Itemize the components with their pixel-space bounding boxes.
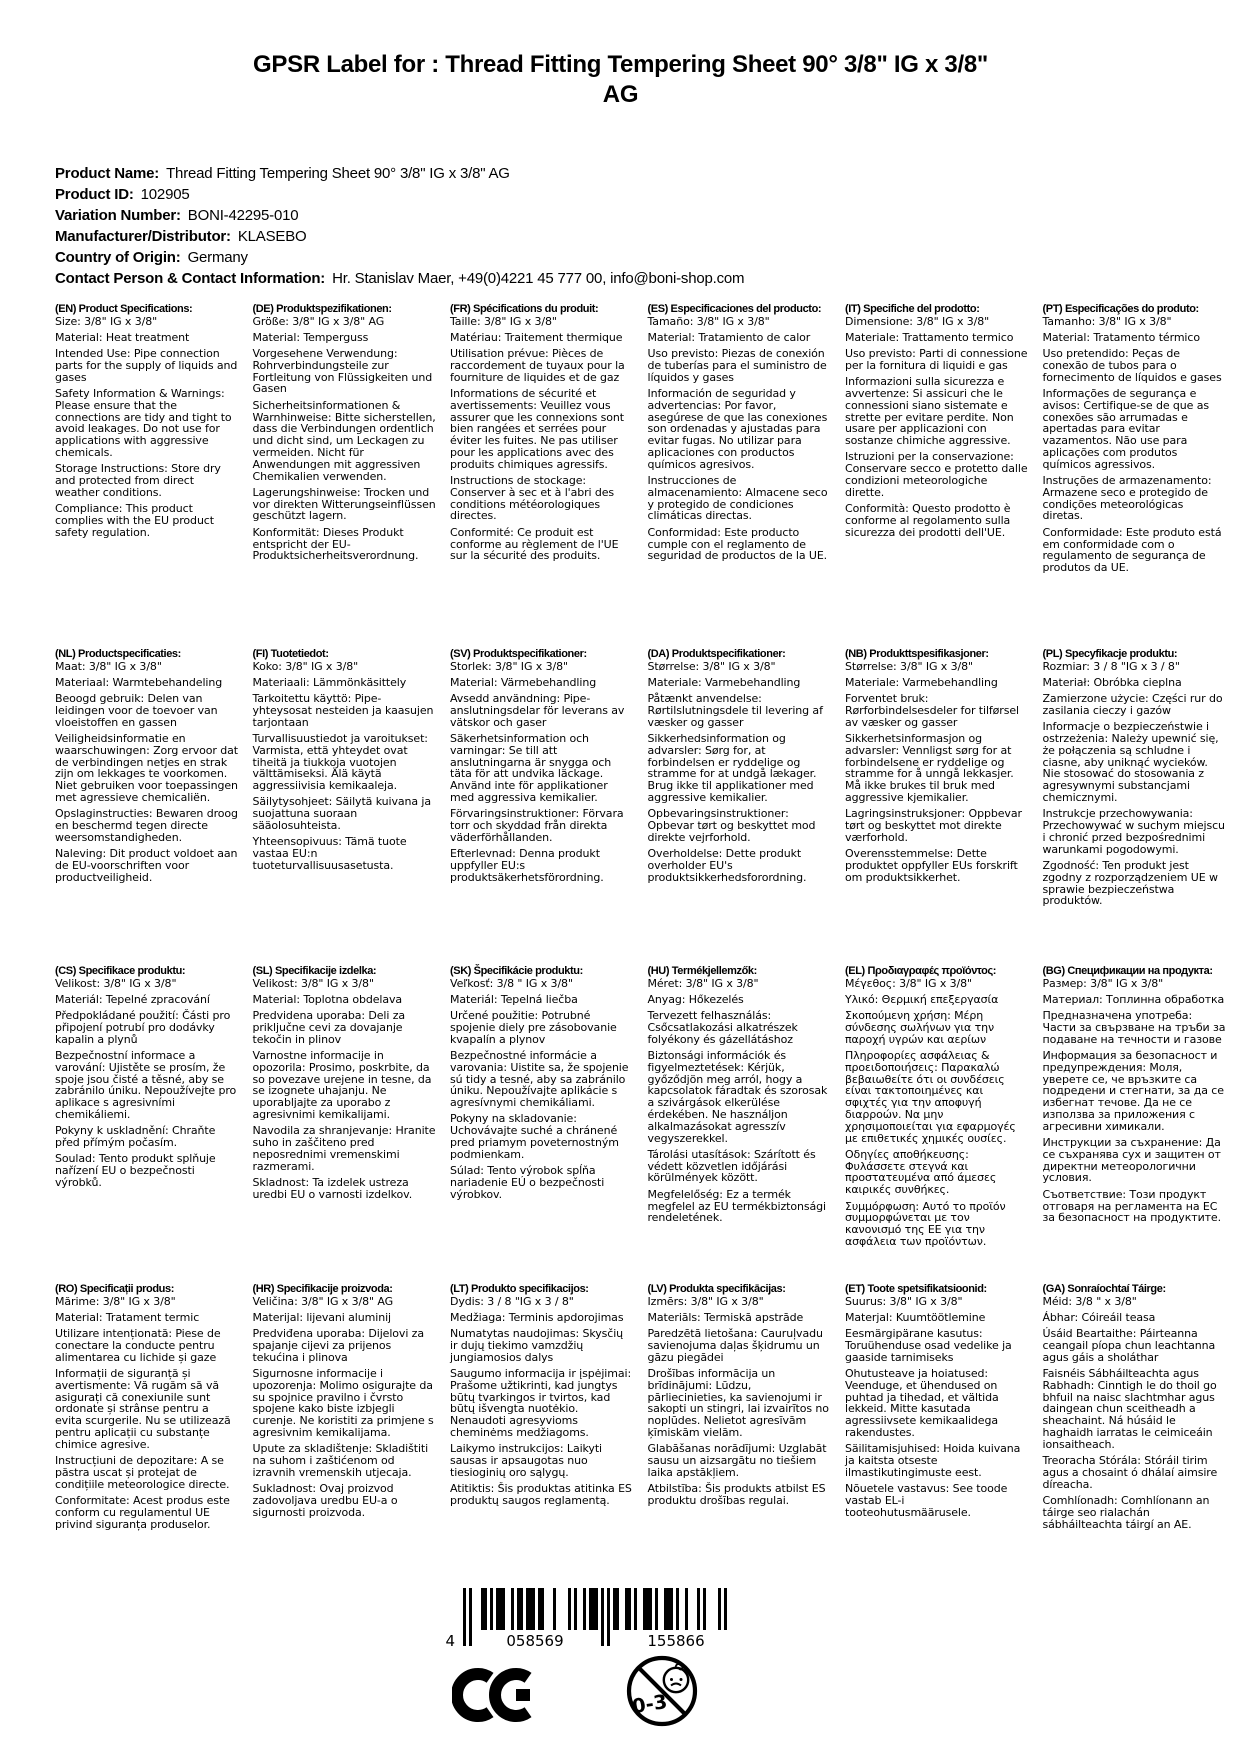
spec-paragraph: Förvaringsinstruktioner: Förvara torr och skyddad från direkta väderförhållanden.: [450, 807, 624, 844]
spec-paragraph: Megfelelőség: Ez a termék megfelel az EU termékbiztonsági rendeletének.: [647, 1187, 826, 1225]
spec-paragraph: Materiāls: Termiskā apstrāde: [647, 1310, 804, 1324]
spec-paragraph: Drošības informācija un brīdinājumi: Lūdzu, pārliecinieties, ka savienojumi ir sakopti un stingri, lai izvairītos no noplūdes. Nelietot agresīvām ķīmiskām vielām.: [647, 1366, 829, 1439]
spec-paragraph: Zgodność: Ten produkt jest zgodny z rozporządzeniem UE w sprawie bezpieczeństwa produktów.: [1042, 858, 1218, 908]
spec-paragraph: Méret: 3/8" IG x 3/8": [647, 976, 759, 990]
spec-block-lt: [450, 1283, 648, 1530]
spec-paragraph: Størrelse: 3/8" IG x 3/8": [647, 659, 776, 673]
spec-paragraph: Informacje o bezpieczeństwie i ostrzeżenia: Należy upewnić się, że połączenia są schludne i ciasne, aby uniknąć wycieków. Nie stosować do stosowania z agresywnymi substancjami chemicznymi.: [1042, 720, 1219, 804]
spec-paragraph: Ohutusteave ja hoiatused: Veenduge, et ühendused on puhtad ja tihedad, et vältida lekkeid. Mitte kasutada agressiivsete kemikaalidega rakendustes.: [845, 1366, 999, 1439]
spec-block-hr: [253, 1283, 451, 1530]
spec-paragraph: Påtænkt anvendelse: Rørtilslutningsdele til levering af væsker og gasser: [647, 692, 823, 729]
spec-paragraph: Taille: 3/8" IG x 3/8": [450, 314, 557, 328]
spec-block-nl: [55, 648, 253, 965]
spec-paragraph: Sikkerhedsinformation og advarsler: Sørg for, at forbindelsen er ryddelige og stramme for at undgå lækager. Brug ikke til applikationer med aggressive kemikalier.: [647, 731, 817, 804]
spec-paragraph: Overholdelse: Dette produkt overholder EU's produktsikkerhedsforordning.: [647, 847, 807, 884]
spec-paragraph: Atbilstība: Šis produkts atbilst ES produktu drošības regulai.: [647, 1482, 826, 1507]
spec-block-el: [845, 965, 1043, 1283]
spec-block-heading: (CS) Specifikace produktu:: [55, 965, 186, 977]
spec-paragraph: Paredzētā lietošana: Cauruļvadu savienojuma daļas šķidrumu un gāzu piegādei: [647, 1327, 823, 1364]
spec-paragraph: Materiale: Varmebehandling: [647, 675, 801, 689]
spec-block-heading: (NL) Productspecificaties:: [55, 648, 181, 660]
spec-paragraph: Material: Tratamiento de calor: [647, 330, 811, 344]
spec-paragraph: Ábhar: Cóireáil teasa: [1042, 1310, 1156, 1324]
spec-block-heading: (EN) Product Specifications:: [55, 303, 193, 315]
spec-paragraph: Material: Temperguss: [252, 330, 369, 344]
spec-paragraph: Predvidena uporaba: Deli za priključne cevi za dovajanje tekočin in plinov: [252, 1009, 406, 1046]
spec-paragraph: Tamaño: 3/8" IG x 3/8": [647, 314, 770, 328]
spec-block-heading: (SK) Špecifikácie produktu:: [450, 965, 583, 977]
product-info-row: [55, 226, 1185, 247]
spec-paragraph: Maat: 3/8" IG x 3/8": [55, 659, 162, 673]
product-info-section: [55, 163, 1185, 289]
spec-paragraph: Vorgesehene Verwendung: Rohrverbindungsteile zur Fortleitung von Flüssigkeiten und Gasen: [252, 347, 433, 396]
spec-paragraph: Zamierzone użycie: Części rur do zasilania cieczy i gazów: [1042, 692, 1223, 717]
spec-paragraph: Dimensione: 3/8" IG x 3/8": [845, 314, 990, 328]
spec-paragraph: Материал: Топлинна обработка: [1042, 992, 1225, 1006]
spec-block-heading: (BG) Спецификации на продукта:: [1042, 965, 1213, 977]
product-info-row: [55, 268, 1185, 289]
spec-block-sl: [253, 965, 451, 1283]
spec-paragraph: Veličina: 3/8" IG x 3/8" AG: [252, 1294, 394, 1308]
ce-mark-icon: [452, 1664, 542, 1730]
spec-block-sv: [450, 648, 648, 965]
spec-paragraph: Uso pretendido: Peças de conexão de tubos para o fornecimento de líquidos e gases: [1042, 347, 1222, 384]
spec-block-heading: (LT) Produkto specifikacijos:: [450, 1283, 589, 1295]
spec-paragraph: Lagerungshinweise: Trocken und vor direkten Witterungseinflüssen geschützt lagern.: [252, 485, 436, 523]
spec-paragraph: Size: 3/8" IG x 3/8": [55, 314, 158, 328]
spec-paragraph: Uso previsto: Parti di connessione per la fornitura di liquidi e gas: [845, 347, 1028, 372]
spec-paragraph: Materiale: Varmebehandling: [845, 675, 998, 689]
spec-block-en: [55, 303, 253, 648]
spec-block-heading: (LV) Produkta specifikācijas:: [647, 1283, 786, 1295]
spec-paragraph: Σκοπούμενη χρήση: Μέρη σύνδεσης σωλήνων για την παροχή υγρών και αερίων: [845, 1009, 995, 1046]
spec-paragraph: Υλικό: Θερμική επεξεργασία: [845, 992, 999, 1006]
spec-block-heading: (PT) Especificações do produto:: [1042, 303, 1199, 315]
spec-paragraph: Veľkosť: 3/8 " IG x 3/8": [450, 976, 573, 990]
spec-paragraph: Pokyny k uskladnění: Chraňte před přímým počasím.: [55, 1124, 216, 1150]
spec-paragraph: Mărime: 3/8" IG x 3/8": [55, 1294, 176, 1308]
spec-paragraph: Materijal: lijevani aluminij: [252, 1310, 391, 1324]
barcode-digit-left: 4: [445, 1632, 455, 1650]
spec-paragraph: Pokyny na skladovanie: Uchovávajte suché a chránené pred priamym poveternostným podmienkam.: [450, 1112, 619, 1161]
spec-paragraph: Biztonsági információk és figyelmeztetések: Kérjük, győződjön meg arról, hogy a kapcsolatok fáradtak és szorosak a szivárgások elkerülése érdekében. Ne használjon alkalmazásokat agresszív vegyszerekkel.: [647, 1048, 828, 1145]
spec-block-de: [253, 303, 451, 648]
spec-block-lv: [648, 1283, 846, 1530]
product-info-label: Product Name:: [55, 165, 160, 182]
spec-paragraph: Tervezett felhasználás: Csőcsatlakozási alkatrészek folyékony és gázellátáshoz: [647, 1009, 798, 1046]
product-info-label: Manufacturer/Distributor:: [55, 228, 231, 245]
spec-paragraph: Material: Heat treatment: [55, 330, 190, 344]
spec-paragraph: Säilytysohjeet: Säilytä kuivana ja suojattuna suoraan sääolosuhteista.: [252, 795, 432, 833]
spec-paragraph: Overensstemmelse: Dette produktet oppfyller EUs forskrift om produktsikkerhet.: [845, 847, 1018, 884]
spec-paragraph: Rozmiar: 3 / 8 "IG x 3 / 8": [1042, 659, 1180, 673]
spec-paragraph: Material: Värmebehandling: [450, 675, 597, 689]
spec-paragraph: Treoracha Stórála: Stóráil tirim agus a chosaint ó dhálaí aimsire díreacha.: [1042, 1454, 1218, 1491]
spec-block-it: [845, 303, 1043, 648]
spec-block-heading: (IT) Specifiche del prodotto:: [845, 303, 980, 315]
spec-paragraph: Conformidad: Este producto cumple con el reglamento de seguridad de productos de la UE.: [647, 525, 828, 563]
product-info-row: [55, 184, 1185, 205]
spec-block-fi: [253, 648, 451, 965]
spec-paragraph: Materiaal: Warmtebehandeling: [55, 675, 223, 689]
spec-paragraph: Nõuetele vastavus: See toode vastab EL-i tooteohutusmäärusele.: [845, 1482, 1008, 1519]
spec-block-heading: (EL) Προδιαγραφές προϊόντος:: [845, 965, 997, 977]
spec-paragraph: Sukladnost: Ovaj proizvod zadovoljava uredbu EU-a o sigurnosti proizvoda.: [252, 1482, 398, 1519]
spec-block-es: [648, 303, 846, 648]
spec-block-heading: (ES) Especificaciones del producto:: [647, 303, 822, 315]
spec-paragraph: Numatytas naudojimas: Skysčių ir dujų tiekimo vamzdžių jungiamosios dalys: [450, 1327, 624, 1364]
spec-paragraph: Efterlevnad: Denna produkt uppfyller EU:s produktsäkerhetsförordning.: [450, 847, 604, 884]
spec-paragraph: Saugumo informacija ir įspėjimai: Prašome užtikrinti, kad jungtys būtų tvarkingos ir tvirtos, kad būtų išvengta nuotėkio. Nenaudoti agresyvioms cheminėms medžiagoms.: [450, 1366, 632, 1439]
spec-paragraph: Navodila za shranjevanje: Hranite suho in zaščiteno pred neposrednimi vremenskimi razmerami.: [252, 1124, 436, 1173]
spec-block-et: [845, 1283, 1043, 1530]
spec-paragraph: Lagringsinstruksjoner: Oppbevar tørt og beskyttet mot direkte værforhold.: [845, 807, 1022, 844]
spec-block-heading: (HU) Termékjellemzők:: [647, 965, 757, 977]
spec-paragraph: Material: Toplotna obdelava: [252, 992, 403, 1006]
spec-paragraph: Materiaali: Lämmönkäsittely: [252, 675, 407, 689]
spec-paragraph: Medžiaga: Terminis apdorojimas: [450, 1310, 624, 1324]
spec-paragraph: Størrelse: 3/8" IG x 3/8": [845, 659, 973, 673]
spec-block-hu: [648, 965, 846, 1283]
spec-paragraph: Atitiktis: Šis produktas atitinka ES produktų saugos reglamentą.: [450, 1482, 632, 1507]
spec-paragraph: Съответствие: Този продукт отговаря на регламента на ЕС за безопасност на продуктите.: [1042, 1187, 1221, 1225]
page-title: [0, 50, 1241, 110]
spec-paragraph: Storage Instructions: Store dry and protected from direct weather conditions.: [55, 462, 221, 499]
spec-paragraph: Säilitamisjuhised: Hoida kuivana ja kaitsta otseste ilmastikutingimuste eest.: [845, 1442, 1021, 1479]
spec-paragraph: Varnostne informacije in opozorila: Prosimo, poskrbite, da so povezave urejene in tesne, da se izognete uhajanju. Ne uporabljajte za uporabo z agresivnimi kemikalijami.: [252, 1048, 432, 1121]
spec-block-heading: (HR) Specifikacije proizvoda:: [252, 1283, 393, 1295]
spec-paragraph: Conformità: Questo prodotto è conforme al regolamento sulla sicurezza dei prodotti dell'UE.: [845, 502, 1011, 539]
product-info-row: [55, 205, 1185, 226]
spec-paragraph: Οδηγίες αποθήκευσης: Φυλάσσετε στεγνά και προστατευμένα από άμεσες καιρικές συνθήκες.: [845, 1147, 997, 1197]
spec-paragraph: Koko: 3/8" IG x 3/8": [252, 659, 359, 673]
spec-paragraph: Tarkoitettu käyttö: Pipe-yhteysosat nesteiden ja kaasujen tarjontaan: [252, 692, 434, 729]
spec-paragraph: Eesmärgipärane kasutus: Toruühenduse osad vedelike ja gaaside tarnimiseks: [845, 1327, 1012, 1364]
spec-paragraph: Comhlíonadh: Comhlíonann an táirge seo rialachán sábháilteachta táirgí an AE.: [1042, 1493, 1210, 1531]
spec-paragraph: Veiligheidsinformatie en waarschuwingen: Zorg ervoor dat de verbindingen netjes en strak zijn om lekkages te voorkomen. Niet gebruiken voor toepassingen met agressieve chemicaliën.: [55, 731, 238, 804]
spec-paragraph: Bezpečnostní informace a varování: Ujistěte se prosím, že spoje jsou čisté a těsné, aby se zabránilo úniku. Nepoužívejte pro aplikace s agresivními chemikáliemi.: [55, 1048, 237, 1121]
product-info-label: Country of Origin:: [55, 249, 181, 266]
spec-paragraph: Compliance: This product complies with the EU product safety regulation.: [55, 502, 214, 539]
spec-paragraph: Suurus: 3/8" IG x 3/8": [845, 1294, 963, 1308]
spec-paragraph: Materiál: Tepelná liečba: [450, 992, 578, 1006]
spec-paragraph: Conformitate: Acest produs este conform cu regulamentul UE privind siguranța produselor.: [55, 1493, 230, 1531]
barcode-digits-group1: 058569: [506, 1632, 564, 1650]
spec-paragraph: Säkerhetsinformation och varningar: Se till att anslutningarna är snygga och täta för att undvika läckage. Använd inte för applikationer med aggressiva kemikalier.: [450, 731, 612, 804]
spec-paragraph: Instrucciones de almacenamiento: Almacene seco y protegido de condiciones climáticas directas.: [647, 474, 828, 523]
spec-paragraph: Dydis: 3 / 8 "IG x 3 / 8": [450, 1294, 574, 1308]
spec-paragraph: Размер: 3/8" IG x 3/8": [1042, 976, 1164, 990]
spec-block-pl: [1043, 648, 1241, 965]
spec-paragraph: Информация за безопасност и предупреждения: Моля, уверете се, че връзките са подредени и стегнати, за да се избегнат течове. Да не се използва за приложения с агресивни химикали.: [1042, 1048, 1224, 1133]
spec-block-da: [648, 648, 846, 965]
spec-paragraph: Predviđena uporaba: Dijelovi za spajanje cijevi za prijenos tekućina i plinova: [252, 1327, 424, 1364]
spec-paragraph: Bezpečnostné informácie a varovania: Uistite sa, že spojenie sú tidy a tesné, aby sa zabránilo úniku. Nepoužívajte aplikácie s agresívnymi chemikáliami.: [450, 1048, 629, 1110]
spec-paragraph: Soulad: Tento produkt splňuje nařízení EU o bezpečnosti výrobků.: [55, 1152, 216, 1189]
spec-paragraph: Izmērs: 3/8" IG x 3/8": [647, 1294, 764, 1308]
spec-paragraph: Skladnost: Ta izdelek ustreza uredbi EU o varnosti izdelkov.: [252, 1175, 413, 1201]
spec-paragraph: Sikkerhetsinformasjon og advarsler: Vennligst sørg for at forbindelsene er ryddelige og stramme for å unngå lekkasjer. Må ikke brukes til bruk med aggressive kjemikalier.: [845, 731, 1014, 804]
spec-paragraph: Größe: 3/8" IG x 3/8" AG: [252, 314, 385, 328]
spec-paragraph: Información de seguridad y advertencias: Por favor, asegúrese de que las conexiones son ordenadas y ajustadas para evitar fugas. No utilizar para aplicaciones con productos químicos agresivos.: [647, 386, 828, 471]
age-warning-0-3-icon: [625, 1653, 701, 1733]
spec-paragraph: Matériau: Traitement thermique: [450, 330, 623, 344]
spec-block-heading: (FI) Tuotetiedot:: [252, 648, 329, 660]
spec-paragraph: Πληροφορίες ασφάλειας & προειδοποιήσεις: Παρακαλώ βεβαιωθείτε ότι οι συνδέσεις είναι τακτοποιημένες και σφιχτές για την αποφυγή διαρροών. Να μην χρησιμοποιείται για εφαρμογές με επιθετικές χημικές ουσίες.: [845, 1048, 1016, 1145]
spec-paragraph: Upute za skladištenje: Skladištiti na suhom i zaštićenom od izravnih vremenskih utjecaja.: [252, 1442, 429, 1479]
product-info-value: 102905: [140, 186, 190, 203]
spec-paragraph: Instrucțiuni de depozitare: A se păstra uscat și protejat de condițiile meteorologice directe.: [55, 1454, 230, 1491]
spec-paragraph: Avsedd användning: Pipe-anslutningsdelar för leverans av vätskor och gaser: [450, 692, 625, 729]
spec-paragraph: Storlek: 3/8" IG x 3/8": [450, 659, 568, 673]
product-info-value: BONI-42295-010: [187, 207, 299, 224]
spec-paragraph: Conformidade: Este produto está em conformidade com o regulamento de segurança de produtos da UE.: [1042, 525, 1222, 575]
spec-paragraph: Forventet bruk: Rørforbindelsesdeler for tilførsel av væsker og gasser: [845, 692, 1019, 729]
spec-paragraph: Materiale: Trattamento termico: [845, 330, 1014, 344]
spec-paragraph: Úsáid Beartaithe: Páirteanna ceangail píopa chun leachtanna agus gáis a sholáthar: [1042, 1327, 1216, 1364]
spec-paragraph: Sigurnosne informacije i upozorenja: Molimo osigurajte da su spojnice pravilno i čvrsto spojene kako biste izbjegli curenje. Ne koristiti za primjene s agresivnim kemikalijama.: [252, 1366, 434, 1439]
spec-grid: [55, 303, 1241, 1530]
spec-block-nb: [845, 648, 1043, 965]
title-line1: GPSR Label for : Thread Fitting Tempering Sheet 90° 3/8" IG x 3/8": [253, 51, 988, 78]
ean13-barcode-svg: [430, 1588, 750, 1652]
spec-block-heading: (DA) Produktspecifikationer:: [647, 648, 786, 660]
spec-paragraph: Tamanho: 3/8" IG x 3/8": [1042, 314, 1172, 328]
product-info-label: Product ID:: [55, 186, 134, 203]
product-info-label: Contact Person & Contact Information:: [55, 270, 326, 287]
spec-paragraph: Instructions de stockage: Conserver à sec et à l'abri des conditions météorologiques directes.: [450, 474, 615, 523]
spec-paragraph: Naleving: Dit product voldoet aan de EU-voorschriften voor productveiligheid.: [55, 847, 238, 884]
spec-block-heading: (PL) Specyfikacje produktu:: [1042, 648, 1178, 660]
product-info-row: [55, 247, 1185, 268]
spec-paragraph: Turvallisuustiedot ja varoitukset: Varmista, että yhteydet ovat tiheitä ja tiukkoja vuotojen välttämiseksi. Älä käytä aggressiivisia kemikaaleja.: [252, 731, 428, 793]
spec-block-heading: (ET) Toote spetsifikatsioonid:: [845, 1283, 987, 1295]
spec-paragraph: Informazioni sulla sicurezza e avvertenze: Si assicuri che le connessioni siano sistemate e strette per evitare perdite. Non usare per applicazioni con sostanze chimiche aggressive.: [845, 375, 1014, 448]
spec-paragraph: Istruzioni per la conservazione: Conservare secco e protetto dalle condizioni meteorologiche dirette.: [845, 450, 1028, 499]
spec-block-fr: [450, 303, 648, 648]
spec-paragraph: Velikost: 3/8" IG x 3/8": [252, 976, 374, 990]
spec-paragraph: Materiał: Obróbka cieplna: [1042, 675, 1182, 689]
spec-paragraph: Faisnéis Sábháilteachta agus Rabhadh: Cinntigh le do thoil go bhfuil na naisc slachtmhar agus daingean chun sceitheadh a sheachaint. Ná húsáid le haghaidh iarratas le ceimiceáin ionsaitheach.: [1042, 1366, 1217, 1451]
spec-block-heading: (GA) Sonraíochtaí Táirge:: [1042, 1283, 1166, 1295]
spec-paragraph: Informações de segurança e avisos: Certifique-se de que as conexões são arrumadas e apertadas para evitar vazamentos. Não use para aplicações com produtos químicos agressivos.: [1042, 386, 1209, 471]
barcode-digits-group2: 155866: [647, 1632, 705, 1650]
spec-block-heading: (SL) Specifikacije izdelka:: [252, 965, 377, 977]
spec-paragraph: Material: Tratament termic: [55, 1310, 200, 1324]
spec-paragraph: Opslaginstructies: Bewaren droog en beschermd tegen directe weersomstandigheden.: [55, 807, 238, 844]
spec-paragraph: Instrukcje przechowywania: Przechowywać w suchym miejscu i chronić przed bezpośrednimi warunkami pogodowymi.: [1042, 807, 1225, 856]
spec-block-heading: (RO) Specificații produs:: [55, 1283, 174, 1295]
spec-paragraph: Materjal: Kuumtöötlemine: [845, 1310, 986, 1324]
spec-paragraph: Glabāšanas norādījumi: Uzglabāt sausu un aizsargātu no tiešiem laika apstākļiem.: [647, 1442, 827, 1479]
spec-paragraph: Yhteensopivuus: Tämä tuote vastaa EU:n tuoteturvallisuusasetusta.: [252, 835, 407, 872]
spec-paragraph: Súlad: Tento výrobok spĺňa nariadenie EÚ o bezpečnosti výrobkov.: [450, 1164, 605, 1201]
spec-paragraph: Safety Information & Warnings: Please ensure that the connections are tidy and tight to avoid leakages. Do not use for applications with aggressive chemicals.: [55, 386, 232, 459]
spec-paragraph: Συμμόρφωση: Αυτό το προϊόν συμμορφώνεται με τον κανονισμό της ΕΕ για την ασφάλεια των προϊόντων.: [845, 1199, 1006, 1248]
spec-paragraph: Utilizare intenționată: Piese de conectare la conducte pentru alimentarea cu lichide și gaze: [55, 1327, 221, 1364]
spec-paragraph: Предназначена употреба: Части за свързване на тръби за подаване на течности и газове: [1042, 1009, 1226, 1046]
spec-block-heading: (FR) Spécifications du produit:: [450, 303, 599, 315]
spec-paragraph: Předpokládané použití: Části pro připojení potrubí pro dodávky kapalin a plynů: [55, 1009, 231, 1046]
spec-paragraph: Opbevaringsinstruktioner: Opbevar tørt og beskyttet mod direkte vejrforhold.: [647, 807, 816, 844]
spec-paragraph: Beoogd gebruik: Delen van leidingen voor de toevoer van vloeistoffen en gassen: [55, 692, 218, 729]
spec-block-cs: [55, 965, 253, 1283]
spec-paragraph: Anyag: Hőkezelés: [647, 992, 744, 1006]
spec-paragraph: Utilisation prévue: Pièces de raccordement de tuyaux pour la fourniture de liquides et de gaz: [450, 347, 625, 384]
spec-block-sk: [450, 965, 648, 1283]
spec-block-bg: [1043, 965, 1241, 1283]
product-info-row: [55, 163, 1185, 184]
spec-paragraph: Laikymo instrukcijos: Laikyti sausas ir apsaugotas nuo tiesioginių oro sąlygų.: [450, 1442, 602, 1479]
product-info-value: Thread Fitting Tempering Sheet 90° 3/8" IG x 3/8" AG: [166, 165, 510, 182]
product-info-value: Hr. Stanislav Maer, +49(0)4221 45 777 00, info@boni-shop.com: [332, 270, 745, 287]
spec-paragraph: Intended Use: Pipe connection parts for the supply of liquids and gases: [55, 347, 238, 384]
spec-paragraph: Uso previsto: Piezas de conexión de tuberías para el suministro de líquidos y gases: [647, 347, 827, 384]
age-warning-svg: [625, 1653, 701, 1729]
spec-block-pt: [1043, 303, 1241, 648]
spec-paragraph: Konformität: Dieses Produkt entspricht der EU-Produktsicherheitsverordnung.: [252, 525, 419, 563]
spec-paragraph: Conformité: Ce produit est conforme au règlement de l'UE sur la sécurité des produits.: [450, 525, 619, 563]
spec-paragraph: Инструкции за съхранение: Да се съхранява сух и защитен от директни метеорологични условия.: [1042, 1136, 1221, 1185]
product-info-label: Variation Number:: [55, 207, 181, 224]
product-info-value: Germany: [187, 249, 248, 266]
spec-paragraph: Informații de siguranță și avertismente: Vă rugăm să vă asigurați că conexiunile sunt ordonate și strânse pentru a evita scurgerile. Nu se utilizează pentru aplicații cu substanțe chimice agresive.: [55, 1366, 231, 1451]
spec-paragraph: Tárolási utasítások: Szárított és védett közvetlen időjárási körülmények között.: [647, 1147, 816, 1185]
spec-paragraph: Informations de sécurité et avertissements: Veuillez vous assurer que les connexions sont bien rangées et serrées pour éviter les fuites. Ne pas utiliser pour les applications avec des produits chimiques agressifs.: [450, 386, 624, 471]
spec-paragraph: Instruções de armazenamento: Armazene seco e protegido de condições meteorológicas diretas.: [1042, 474, 1212, 523]
spec-paragraph: Material: Tratamento térmico: [1042, 330, 1200, 344]
spec-paragraph: Μέγεθος: 3/8" IG x 3/8": [845, 976, 973, 990]
spec-block-heading: (NB) Produkttspesifikasjoner:: [845, 648, 989, 660]
spec-block-ga: [1043, 1283, 1241, 1530]
spec-block-ro: [55, 1283, 253, 1530]
ean13-barcode: [430, 1588, 750, 1656]
spec-paragraph: Méid: 3/8 " x 3/8": [1042, 1294, 1137, 1308]
spec-paragraph: Určené použitie: Potrubné spojenie diely pre zásobovanie kvapalín a plynov: [450, 1009, 617, 1046]
spec-block-heading: (DE) Produktspezifikationen:: [252, 303, 392, 315]
spec-paragraph: Materiál: Tepelné zpracování: [55, 992, 210, 1006]
age-warning-label: 0-3: [630, 1689, 669, 1719]
product-info-value: KLASEBO: [237, 228, 307, 245]
ce-mark-svg: [452, 1664, 542, 1726]
title-line2: AG: [602, 81, 639, 108]
spec-block-heading: (SV) Produktspecifikationer:: [450, 648, 587, 660]
ce-letter-c: [457, 1674, 490, 1716]
spec-paragraph: Sicherheitsinformationen & Warnhinweise: Bitte sicherstellen, dass die Verbindungen ordentlich und dicht sind, um Leckagen zu vermeiden. Nicht für Anwendungen mit aggressiven Chemikalien verwenden.: [252, 398, 436, 483]
spec-paragraph: Velikost: 3/8" IG x 3/8": [55, 976, 177, 990]
